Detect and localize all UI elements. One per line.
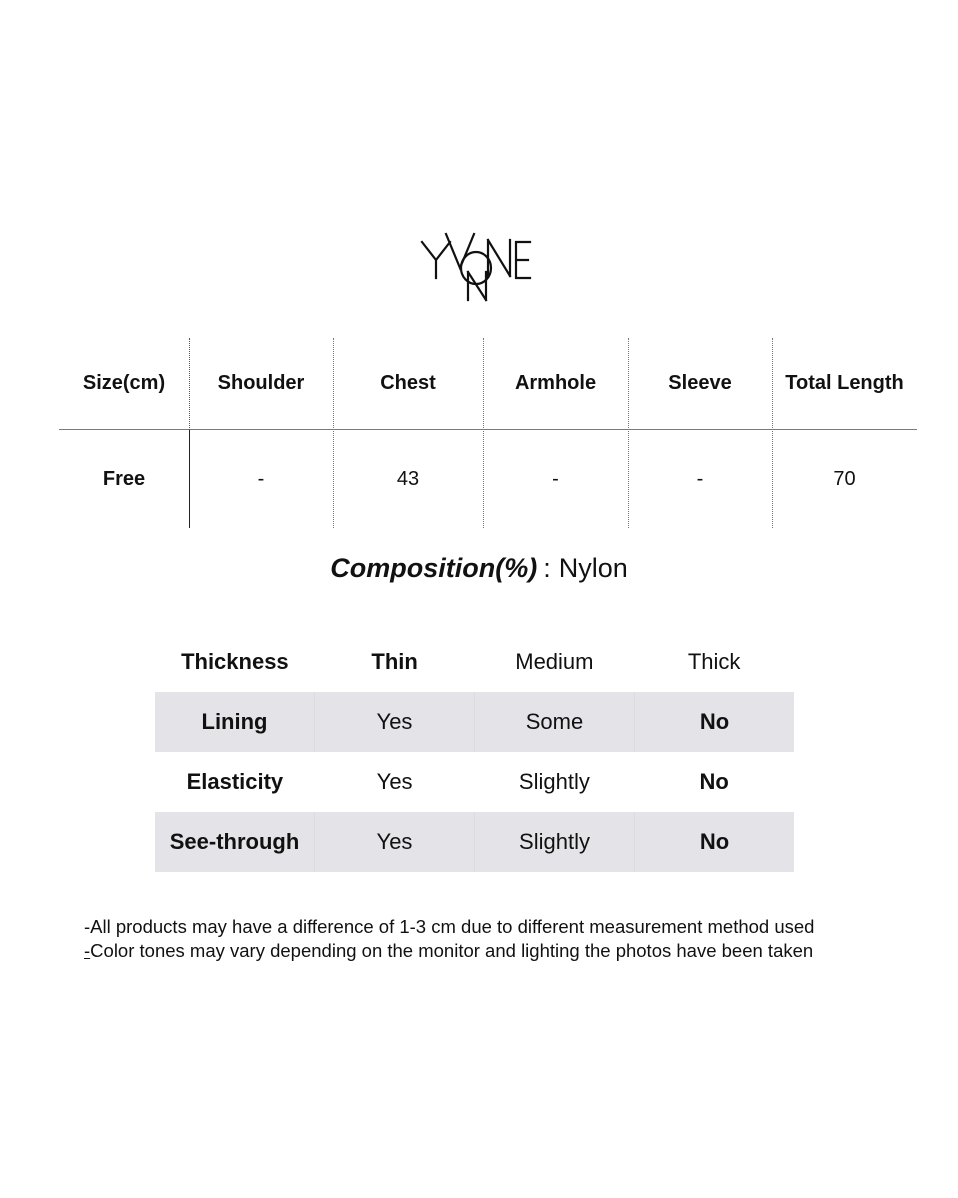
size-value-armhole: -	[552, 467, 559, 490]
composition-label: Composition(%)	[330, 553, 538, 583]
note-color-text: Color tones may vary depending on the monitor and lighting the photos have been taken	[90, 940, 814, 961]
composition-line	[0, 553, 958, 584]
fabric-row-lining	[155, 692, 794, 752]
size-header-sleeve: Sleeve	[668, 372, 732, 394]
fabric-row-see-through	[155, 812, 794, 872]
size-header-shoulder: Shoulder	[217, 372, 305, 394]
fabric-row-label: Lining	[201, 709, 268, 734]
brand-logo	[410, 220, 550, 310]
size-table-column-rule	[772, 338, 773, 528]
fabric-row-thickness	[155, 632, 794, 692]
size-header-armhole: Armhole	[514, 372, 597, 394]
fabric-properties-table	[155, 632, 794, 872]
size-header-total-length: Total Length	[785, 372, 904, 394]
fabric-row-label: See-through	[169, 829, 300, 854]
fabric-option: Yes	[314, 812, 474, 872]
size-table-divider	[59, 429, 917, 430]
fabric-option-selected: No	[634, 692, 794, 752]
size-header-size: Size(cm)	[82, 372, 166, 394]
fabric-row-label: Elasticity	[186, 769, 284, 794]
disclaimer-notes	[84, 915, 944, 963]
fabric-option: Yes	[376, 769, 413, 794]
fabric-option-selected: No	[699, 769, 729, 794]
brand-monogram-logo-icon	[410, 220, 550, 310]
note-color-tones	[84, 939, 944, 963]
note-measurement: -All products may have a difference of 1-3 cm due to different measurement method used	[84, 916, 815, 937]
fabric-option: Thick	[687, 649, 741, 674]
size-table	[59, 338, 917, 528]
fabric-option: Some	[474, 692, 634, 752]
size-value-total-length: 70	[833, 467, 856, 490]
size-table-column-rule	[333, 338, 334, 528]
size-value-shoulder: -	[257, 467, 265, 490]
size-header-chest: Chest	[380, 372, 436, 394]
size-value-chest: 43	[396, 467, 420, 490]
size-value-size: Free	[102, 467, 146, 490]
fabric-option-selected: No	[634, 812, 794, 872]
fabric-option: Slightly	[518, 769, 590, 794]
size-table-column-rule	[483, 338, 484, 528]
size-table-column-rule	[189, 430, 190, 528]
size-table-column-rule	[628, 338, 629, 528]
fabric-option: Medium	[515, 649, 594, 674]
size-value-sleeve: -	[696, 467, 704, 490]
fabric-option: Yes	[314, 692, 474, 752]
composition-value: Nylon	[558, 553, 628, 583]
fabric-row-label: Thickness	[181, 649, 289, 674]
fabric-option-selected: Thin	[371, 649, 418, 674]
composition-separator: :	[543, 553, 551, 583]
note-dash: -	[84, 940, 91, 961]
fabric-row-elasticity	[155, 752, 794, 812]
fabric-option: Slightly	[474, 812, 634, 872]
